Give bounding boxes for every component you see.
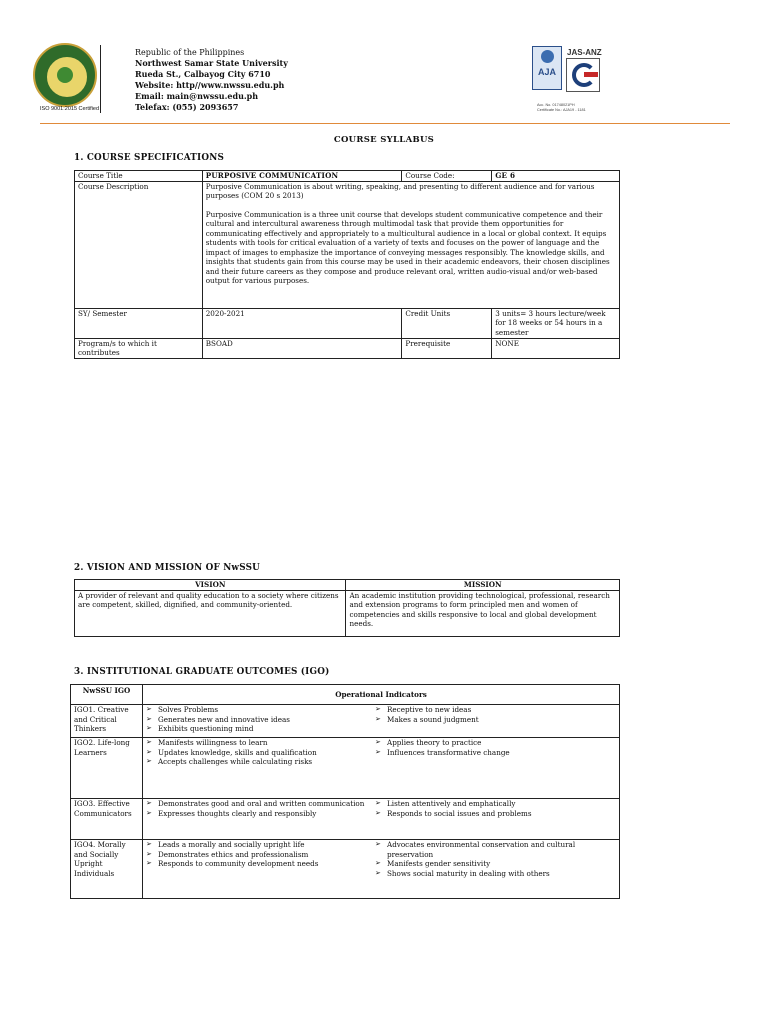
header-line: Email: main@nwssu.edu.ph — [135, 91, 259, 101]
indicator-list-right — [372, 840, 620, 899]
course-specifications-table — [74, 170, 620, 359]
table-row — [71, 705, 620, 738]
table-row — [71, 738, 620, 799]
list-item: ➢ Updates knowledge, skills and qualification — [145, 747, 317, 757]
list-item: ➢ Influences transformative change — [375, 747, 510, 757]
header-line: Telefax: (055) 2093657 — [135, 102, 239, 112]
table-row — [75, 308, 620, 338]
course-description-label: Course Description — [75, 181, 203, 308]
list-item: ➢ Leads a morally and socially upright life — [145, 840, 305, 849]
indicator-list-right — [372, 799, 620, 840]
program-label: Program/s to which it contributes — [75, 338, 203, 358]
table-row — [71, 840, 620, 899]
list-item: ➢ Advocates environmental conservation and cultural preservation — [375, 840, 576, 859]
program-value: BSOAD — [202, 338, 402, 358]
certificate-info: Acc. No. 01748021PH Certificate No.: AJA19 - 1181 — [537, 103, 586, 112]
igo-name: IGO4. Morally and Socially Upright Individuals — [71, 840, 143, 899]
list-item: ➢ Applies theory to practice — [375, 738, 482, 747]
indicator-list-right — [372, 705, 620, 738]
list-item: ➢ Solves Problems — [145, 705, 219, 714]
vision-mission-table — [74, 579, 620, 637]
course-title-label: Course Title — [75, 171, 203, 182]
igo-name: IGO3. Effective Communicators — [71, 799, 143, 840]
description-paragraph: Purposive Communication is about writing, speaking, and presenting to different audience and for various purposes (COM 20 s 2013) — [205, 181, 595, 200]
list-item: ➢ Manifests gender sensitivity — [375, 859, 491, 868]
table-row — [71, 685, 620, 705]
table-row — [75, 580, 620, 591]
course-code-value: GE 6 — [492, 171, 620, 182]
sy-semester-value: 2020-2021 — [202, 308, 402, 338]
description-paragraph: Purposive Communication is a three unit course that develops student communicative competence and their cultural and intercultural awareness through multimodal task that provide them opportunities for communicating effectively and appropriately to a multicultural audience in a local or global context. It equips students with tools for critical evaluation of a variety of texts and focuses on the power of language and the impact of images to emphasize the importance of conveying messages responsibly. The knowledge skills, and insights that students gain from this course may be used in their academic endeavors, their chosen disciplines and their future careers as they compose and produce relevant oral, written audio-visual and/or web-based output for various purposes. — [205, 209, 610, 285]
list-item: ➢ Demonstrates good and oral and written communication — [145, 799, 365, 808]
header-line: Website: http//www.nwssu.edu.ph — [135, 80, 285, 90]
course-title-value: PURPOSIVE COMMUNICATION — [202, 171, 402, 182]
list-item: ➢ Manifests willingness to learn — [145, 738, 268, 747]
document-title: COURSE SYLLABUS — [333, 135, 435, 145]
aja-logo: AJA — [532, 46, 562, 90]
university-name: Northwest Samar State University — [135, 58, 288, 68]
indicator-list-right — [372, 738, 620, 799]
prerequisite-label: Prerequisite — [402, 338, 492, 358]
list-item: ➢ Shows social maturity in dealing with others — [375, 868, 550, 878]
indicator-list-left — [142, 799, 372, 840]
section-heading-vision-mission: 2. VISION AND MISSION OF NwSSU — [74, 563, 260, 573]
igo-name: IGO2. Life-long Learners — [71, 738, 143, 799]
list-item: ➢ Responds to community development needs — [145, 859, 319, 868]
list-item: ➢ Responds to social issues and problems — [375, 808, 532, 818]
jas-anz-logo — [566, 58, 600, 92]
credit-units-label: Credit Units — [402, 308, 492, 338]
list-item: ➢ Receptive to new ideas — [375, 705, 472, 714]
list-item: ➢ Listen attentively and emphatically — [375, 799, 516, 808]
list-item: ➢ Exhibits questioning mind — [145, 724, 254, 733]
mission-header: MISSION — [346, 580, 620, 591]
igo-table — [70, 684, 620, 899]
list-item: ➢ Expresses thoughts clearly and responsibly — [145, 808, 317, 818]
table-row — [71, 799, 620, 840]
table-row — [75, 338, 620, 358]
mission-text: An academic institution providing technological, professional, research and extension programs to form principled men and women of competencies and skills responsive to local and global development needs. — [346, 590, 620, 636]
indicator-list-left — [142, 738, 372, 799]
vision-text: A provider of relevant and quality education to a society where citizens are competent, skilled, dignified, and community-oriented. — [75, 590, 346, 636]
igo-column-header: NwSSU IGO — [71, 685, 143, 705]
table-row — [75, 590, 620, 636]
list-item: ➢ Generates new and innovative ideas — [145, 714, 290, 724]
course-description-value — [202, 181, 619, 308]
header-divider — [100, 45, 101, 113]
credit-units-value: 3 units= 3 hours lecture/week for 18 weeks or 54 hours in a semester — [492, 308, 620, 338]
header-rule — [40, 123, 730, 124]
list-item: ➢ Accepts challenges while calculating risks — [145, 757, 313, 766]
operational-indicators-header: Operational Indicators — [142, 685, 619, 705]
header-line: Republic of the Philippines — [135, 48, 245, 57]
table-row — [75, 171, 620, 182]
university-seal — [33, 43, 97, 107]
list-item: ➢ Makes a sound judgment — [375, 714, 479, 724]
igo-name: IGO1. Creative and Critical Thinkers — [71, 705, 143, 738]
table-row — [75, 181, 620, 308]
university-address-block — [135, 47, 288, 113]
list-item: ➢ Demonstrates ethics and professionalism — [145, 849, 309, 859]
sy-semester-label: SY/ Semester — [75, 308, 203, 338]
prerequisite-value: NONE — [492, 338, 620, 358]
section-heading-igo: 3. INSTITUTIONAL GRADUATE OUTCOMES (IGO) — [74, 667, 330, 677]
header-line: Rueda St., Calbayog City 6710 — [135, 69, 271, 79]
indicator-list-left — [142, 705, 372, 738]
indicator-list-left — [142, 840, 372, 899]
iso-certified-label: ISO 9001:2015 Certified — [40, 106, 100, 112]
vision-header: VISION — [75, 580, 346, 591]
course-code-label: Course Code: — [402, 171, 492, 182]
section-heading-course-specs: 1. COURSE SPECIFICATIONS — [74, 153, 225, 163]
jas-anz-label: JAS-ANZ — [567, 48, 602, 57]
